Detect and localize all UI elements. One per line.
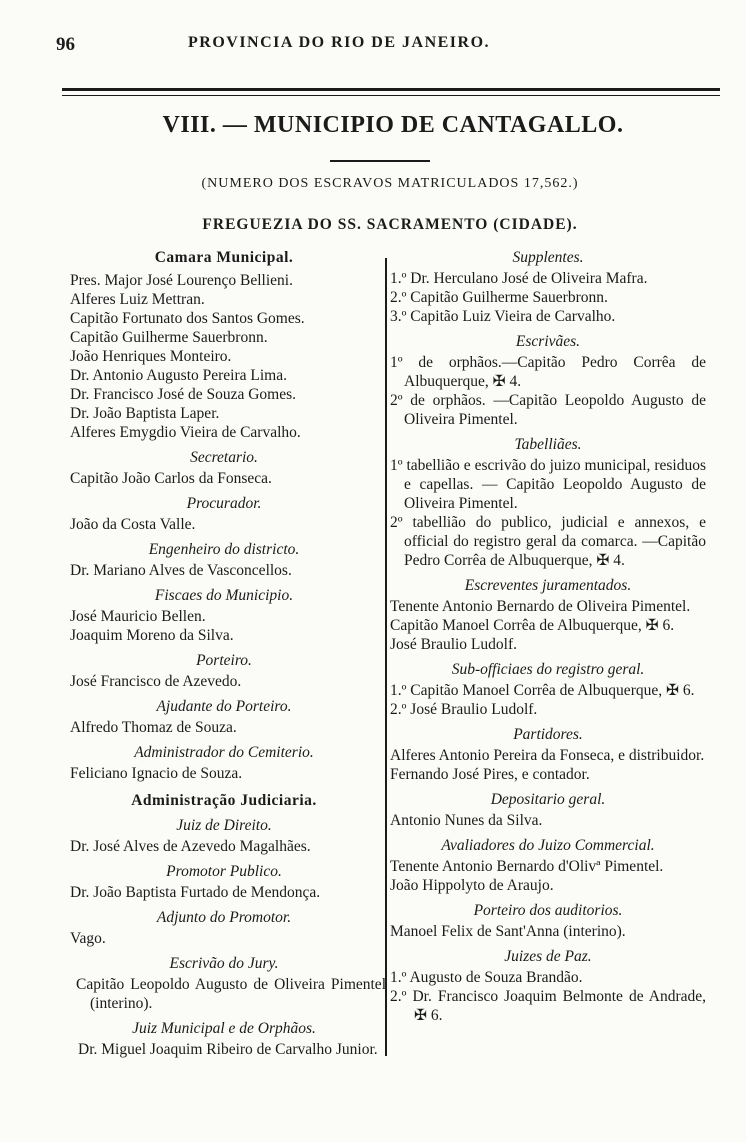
partidor-entry: Fernando José Pires, e contador. [390, 766, 590, 783]
partidores-heading: Partidores. [513, 726, 583, 743]
adjunto-heading: Adjunto do Promotor. [156, 909, 292, 926]
juiz-direito-name: Dr. José Alves de Azevedo Magalhães. [70, 838, 311, 855]
camara-heading: Camara Municipal. [154, 249, 294, 266]
porteiro-heading: Porteiro. [196, 652, 252, 669]
section-title: VIII. — MUNICIPIO DE CANTAGALLO. [162, 112, 624, 138]
ajudante-heading: Ajudante do Porteiro. [156, 698, 292, 715]
page-number: 96 [56, 34, 75, 55]
procurador-heading: Procurador. [186, 495, 262, 512]
header-rule-thick [62, 88, 720, 91]
administrador-heading: Administrador do Cemiterio. [134, 744, 314, 761]
escrivao-entry: 1º de orphãos.—Capitão Pedro Corrêa de Albuquerque, ✠ 4. [390, 354, 706, 390]
camara-member: Capitão Fortunato dos Santos Gomes. [70, 310, 305, 327]
juiz-paz-entry: 1.º Augusto de Souza Brandão. [390, 969, 583, 986]
parish-heading: FREGUEZIA DO SS. SACRAMENTO (CIDADE). [202, 216, 578, 233]
depositario-name: Antonio Nunes da Silva. [390, 812, 543, 829]
procurador-name: João da Costa Valle. [70, 516, 196, 533]
camara-member: Dr. Antonio Augusto Pereira Lima. [70, 367, 287, 384]
camara-member: Alferes Luiz Mettran. [70, 291, 205, 308]
supplente-line: 2.º Capitão Guilherme Sauerbronn. [390, 289, 608, 306]
escrevente-entry: Tenente Antonio Bernardo de Oliveira Pimentel. [390, 598, 691, 615]
fiscaes-heading: Fiscaes do Municipio. [154, 587, 294, 604]
escrevente-entry: Capitão Manoel Corrêa de Albuquerque, ✠ 6. [390, 617, 675, 634]
judiciaria-heading: Administração Judiciaria. [131, 792, 317, 809]
engenheiro-name: Dr. Mariano Alves de Vasconcellos. [70, 562, 292, 579]
juiz-direito-heading: Juiz de Direito. [176, 817, 272, 834]
porteiro-auditorios-heading: Porteiro dos auditorios. [473, 902, 623, 919]
sub-official-entry: 2.º José Braulio Ludolf. [390, 701, 538, 718]
depositario-heading: Depositario geral. [490, 791, 606, 808]
tabelliao-entry: 1º tabellião e escrivão do juizo municipal, residuos e capellas. — Capitão Leopoldo Augusto de Oliveira Pimentel. [390, 457, 706, 512]
escrevente-entry: José Braulio Ludolf. [390, 636, 517, 653]
adjunto-name: Vago. [70, 930, 106, 947]
tabelliao-entry: 2º tabellião do publico, judicial e annexos, e official do registro geral da comarca. —Capitão Pedro Corrêa de Albuquerque, ✠ 4. [390, 514, 706, 569]
supplente-line: 1.º Dr. Herculano José de Oliveira Mafra. [390, 270, 648, 287]
supplente-line: 3.º Capitão Luiz Vieira de Carvalho. [390, 308, 616, 325]
juiz-municipal-name: Dr. Miguel Joaquim Ribeiro de Carvalho Junior. [78, 1041, 378, 1058]
sub-officiaes-heading: Sub-officiaes do registro geral. [451, 661, 645, 678]
fiscal-name: Joaquim Moreno da Silva. [70, 627, 234, 644]
camara-member: Dr. Francisco José de Souza Gomes. [70, 386, 296, 403]
partidor-entry: Alferes Antonio Pereira da Fonseca, e distribuidor. [390, 747, 705, 764]
juiz-municipal-heading: Juiz Municipal e de Orphãos. [132, 1020, 316, 1037]
escreventes-heading: Escreventes juramentados. [464, 577, 632, 594]
avaliadores-heading: Avaliadores do Juizo Commercial. [441, 837, 655, 854]
right-column [387, 248, 706, 1025]
title-rule [330, 160, 430, 162]
left-column [62, 248, 386, 1059]
sub-official-entry: 1.º Capitão Manoel Corrêa de Albuquerque, ✠ 6. [390, 682, 695, 699]
ajudante-name: Alfredo Thomaz de Souza. [70, 719, 237, 736]
camara-member: Alferes Emygdio Vieira de Carvalho. [70, 424, 301, 441]
promotor-name: Dr. João Baptista Furtado de Mendonça. [70, 884, 321, 901]
slave-count-note: (NUMERO DOS ESCRAVOS MATRICULADOS 17,562.) [201, 176, 579, 191]
escrivao-jury-heading: Escrivão do Jury. [169, 955, 279, 972]
escrivao-entry: 2º de orphãos. —Capitão Leopoldo Augusto de Oliveira Pimentel. [390, 392, 706, 428]
avaliador-entry: Tenente Antonio Bernardo d'Olivª Pimentel. [390, 858, 664, 875]
camara-member: Capitão Guilherme Sauerbronn. [70, 329, 268, 346]
tabelliaes-heading: Tabelliães. [514, 436, 582, 453]
supplentes-heading: Supplentes. [512, 249, 584, 266]
escrivao-jury-name: Capitão Leopoldo Augusto de Oliveira Pimentel (interino). [76, 976, 386, 1012]
escrivaes-heading: Escrivães. [515, 333, 581, 350]
secretario-heading: Secretario. [190, 449, 258, 466]
running-header: PROVINCIA DO RIO DE JANEIRO. [188, 34, 491, 51]
porteiro-auditorios-name: Manoel Felix de Sant'Anna (interino). [390, 923, 626, 940]
administrador-name: Feliciano Ignacio de Souza. [70, 765, 243, 782]
camara-member: Pres. Major José Lourenço Bellieni. [70, 272, 293, 289]
secretario-name: Capitão João Carlos da Fonseca. [70, 470, 272, 487]
camara-member: Dr. João Baptista Laper. [70, 405, 220, 422]
avaliador-entry: João Hippolyto de Araujo. [390, 877, 554, 894]
engenheiro-heading: Engenheiro do districto. [148, 541, 300, 558]
promotor-heading: Promotor Publico. [166, 863, 282, 880]
camara-member: João Henriques Monteiro. [70, 348, 232, 365]
juizes-paz-heading: Juizes de Paz. [504, 948, 592, 965]
fiscal-name: José Mauricio Bellen. [70, 608, 206, 625]
juiz-paz-entry: 2.º Dr. Francisco Joaquim Belmonte de Andrade, ✠ 6. [390, 988, 706, 1024]
header-rule-thin [62, 95, 720, 96]
porteiro-name: José Francisco de Azevedo. [70, 673, 242, 690]
